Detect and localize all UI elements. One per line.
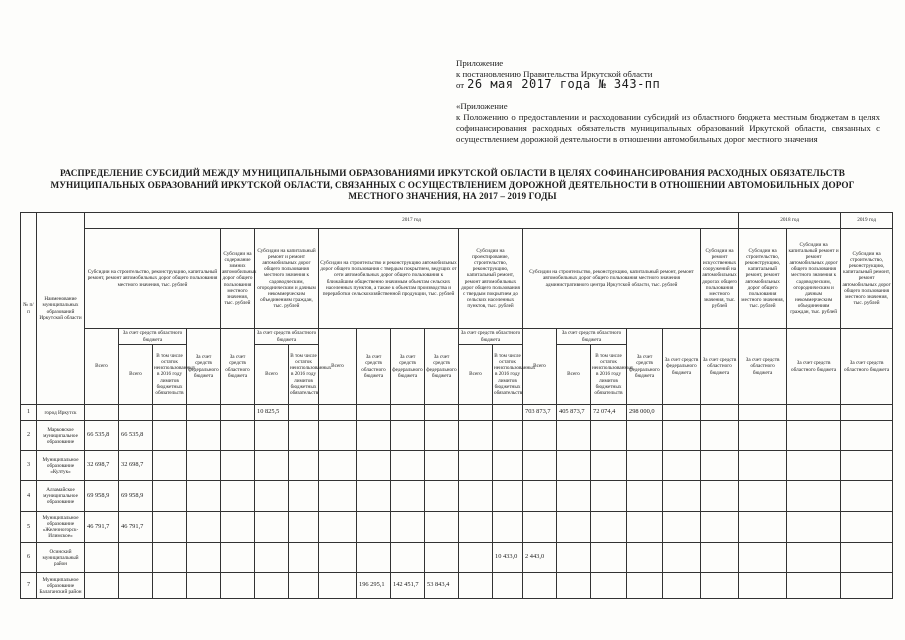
group-rural-construction-header: Субсидии на строительство и реконструкцию автомобильных дорог общего пользования с твердым покрытием, ведущих от сети автомобильных дорог общего пользования к ближайшим общественно значимым объектам сельских населенных пунктов, а также к объектам производства и переработки сельскохозяйственной продукции, тыс. рублей xyxy=(319,229,459,329)
table-row xyxy=(21,573,893,599)
g10-regional: За счет средств областного бюджета xyxy=(841,329,893,405)
cell-value: 298 000,0 xyxy=(627,405,663,421)
g5-remainder: В том числе остаток неиспользованных в 2016 году лимитов бюджетных обязательств xyxy=(493,345,523,405)
cell-value: 66 535,8 xyxy=(119,421,153,451)
cell-value: 196 295,1 xyxy=(357,573,391,599)
cell-value: 142 451,7 xyxy=(391,573,425,599)
cell-value: 10 433,0 xyxy=(493,543,523,573)
col-number-header: № п/п xyxy=(21,213,37,405)
row-name: город Иркутск xyxy=(37,405,85,421)
cell-value: 46 791,7 xyxy=(85,512,119,543)
appendix-label: Приложение xyxy=(456,58,504,68)
g1-remainder: В том числе остаток неиспользованных в 2016 году лимитов бюджетных обязательств xyxy=(153,345,187,405)
group-roads-header: Субсидии на строительство, реконструкцию, капитальный ремонт, ремонт автомобильных дорог общего пользования местного значения, тыс. рублей xyxy=(85,229,221,329)
g4-all: Всего xyxy=(319,329,357,405)
cell-value: 69 958,9 xyxy=(119,481,153,512)
subsidy-distribution-table xyxy=(20,212,893,599)
g2-regional: За счет средств областного бюджета xyxy=(221,329,255,405)
g1-regional: За счет средств областного бюджета xyxy=(119,329,187,345)
cell-value: 32 698,7 xyxy=(119,451,153,481)
cell-value: 46 791,7 xyxy=(119,512,153,543)
g3-all: Всего xyxy=(255,345,289,405)
group-garden-roads-header: Субсидии на капитальный ремонт и ремонт автомобильных дорог общего пользования местного значения к садоводческим, огородническим и дачным некоммерческим объединениям граждан, тыс. рублей xyxy=(255,229,319,329)
decree-date: 26 мая 2017 года № 343-пп xyxy=(467,77,661,91)
decree-prefix: от xyxy=(456,80,465,90)
row-number: 1 xyxy=(21,405,37,421)
cell-value: 32 698,7 xyxy=(85,451,119,481)
g9-regional: За счет средств областного бюджета xyxy=(787,329,841,405)
g1-regional-all: Всего xyxy=(119,345,153,405)
table-row xyxy=(21,512,893,543)
appendix-reference-text: к Положению о предоставлении и расходовании субсидий из областного бюджета местным бюджетам в целях софинансирования расходных обязательств муниципальных образований Иркутской области, связанных с осуществлением дорожной деятельности в отношении автомобильных дорог местного значения xyxy=(456,112,880,144)
table-row xyxy=(21,405,893,421)
group-2018-roads-header: Субсидии на строительство, реконструкцию, капитальный ремонт, ремонт автомобильных дорог общего пользования местного значения, тыс. рублей xyxy=(739,229,787,329)
g8-regional: За счет средств областного бюджета xyxy=(739,329,787,405)
col-name-header: Наименование муниципальных образований Иркутской области xyxy=(37,213,85,405)
g5-regional: За счет средств областного бюджета xyxy=(459,329,523,345)
group-2019-roads-header: Субсидии на строительство, реконструкцию, капитальный ремонт, ремонт автомобильных дорог общего пользования местного значения, тыс. рублей xyxy=(841,229,893,329)
row-number: 2 xyxy=(21,421,37,451)
table-row xyxy=(21,543,893,573)
g6-regional: За счет средств областного бюджета xyxy=(557,329,627,345)
row-name: Алзамайское муниципальное образование xyxy=(37,481,85,512)
g5-all: Всего xyxy=(459,345,493,405)
group-winter-roads-header: Субсидии на содержание зимних автомобильных дорог общего пользования местного значения, тыс. рублей xyxy=(221,229,255,329)
cell-value: 66 535,8 xyxy=(85,421,119,451)
g6-all: Всего xyxy=(523,329,557,405)
year-2017-header: 2017 год xyxy=(85,213,739,229)
table-row xyxy=(21,451,893,481)
g7-regional: За счет средств областного бюджета xyxy=(701,329,739,405)
cell-value: 2 443,0 xyxy=(523,543,557,573)
g4-federal: За счет средств федерального бюджета xyxy=(391,329,425,405)
g3-regional: За счет средств областного бюджета xyxy=(255,329,319,345)
document-title: РАСПРЕДЕЛЕНИЕ СУБСИДИЙ МЕЖДУ МУНИЦИПАЛЬНЫМИ ОБРАЗОВАНИЯМИ ИРКУТСКОЙ ОБЛАСТИ В ЦЕЛЯХ СОФИНАНСИРОВАНИЯ РАСХОДНЫХ ОБЯЗАТЕЛЬСТВ МУНИЦИПАЛЬНЫХ ОБРАЗОВАНИЙ ИРКУТСКОЙ ОБЛАСТИ, СВЯЗАННЫХ С ОСУЩЕСТВЛЕНИЕМ ДОРОЖНОЙ ДЕЯТЕЛЬНОСТИ В ОТНОШЕНИИ АВТОМОБИЛЬНЫХ ДОРОГ МЕСТНОГО ЗНАЧЕНИЯ, НА 2017 – 2019 ГОДЫ xyxy=(50,168,855,201)
group-2018-garden-header: Субсидии на капитальный ремонт и ремонт автомобильных дорог общего пользования местного значения к садоводческим, огородническим и дачным некоммерческим объединениям граждан, тыс. рублей xyxy=(787,229,841,329)
group-structures-header: Субсидии на ремонт искусственных сооружений на автомобильных дорогах общего пользования местного значения, тыс. рублей xyxy=(701,229,739,329)
cell-value: 72 074,4 xyxy=(591,405,627,421)
row-number: 5 xyxy=(21,512,37,543)
g1-federal: За счет средств федерального бюджета xyxy=(187,329,221,405)
appendix-reference-label: «Приложение xyxy=(456,101,508,111)
decree-header xyxy=(456,58,876,91)
cell-value: 405 873,7 xyxy=(557,405,591,421)
g6-federal-2: За счет средств федерального бюджета xyxy=(663,329,701,405)
g4-regional: За счет средств областного бюджета xyxy=(357,329,391,405)
g6-federal: За счет средств федерального бюджета xyxy=(627,329,663,405)
g6-remainder: В том числе остаток неиспользованных в 2016 году лимитов бюджетных обязательств xyxy=(591,345,627,405)
appendix-reference xyxy=(456,101,880,145)
row-name: Муниципальное образование «Железногорск-Илимское» xyxy=(37,512,85,543)
row-name: Осинский муниципальный район xyxy=(37,543,85,573)
decree-line xyxy=(456,79,876,91)
table-row xyxy=(21,421,893,451)
g3-remainder: В том числе остаток неиспользованных в 2016 году лимитов бюджетных обязательств xyxy=(289,345,319,405)
row-name: Марковское муниципальное образование xyxy=(37,421,85,451)
table-row xyxy=(21,481,893,512)
year-2019-header: 2019 год xyxy=(841,213,893,229)
row-name: Муниципальное образование «Култук» xyxy=(37,451,85,481)
cell-value: 53 843,4 xyxy=(425,573,459,599)
group-rural-design-header: Субсидии на проектирование, строительство, реконструкцию, капитальный ремонт, ремонт автомобильных дорог общего пользования с твердым покрытием до сельских населенных пунктов, тыс. рублей xyxy=(459,229,523,329)
row-number: 7 xyxy=(21,573,37,599)
row-number: 6 xyxy=(21,543,37,573)
g1-all: Всего xyxy=(85,329,119,405)
row-number: 3 xyxy=(21,451,37,481)
cell-value: 69 958,9 xyxy=(85,481,119,512)
row-name: Муниципальное образование Балаганский район xyxy=(37,573,85,599)
g6-regional-all: Всего xyxy=(557,345,591,405)
row-number: 4 xyxy=(21,481,37,512)
year-2018-header: 2018 год xyxy=(739,213,841,229)
decree-text: к постановлению Правительства Иркутской области xyxy=(456,68,653,79)
g4-federal-2: За счет средств федерального бюджета xyxy=(425,329,459,405)
cell-value: 703 873,7 xyxy=(523,405,557,421)
group-admin-center-header: Субсидии на строительство, реконструкцию, капитальный ремонт, ремонт автомобильных дорог общего пользования местного значения административного центра Иркутской области, тыс. рублей xyxy=(523,229,701,329)
cell-value: 10 825,5 xyxy=(255,405,289,421)
